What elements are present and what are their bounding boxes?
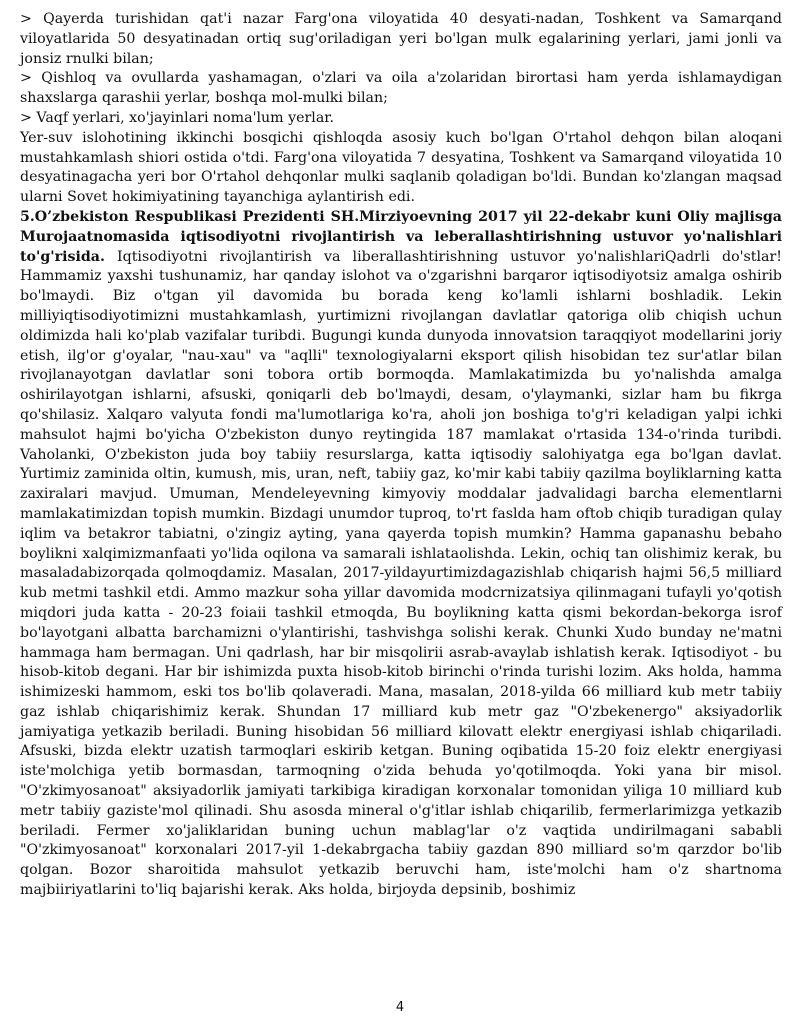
section-paragraph	[20, 208, 782, 901]
bullet-item-3: > Vaqf yerlari, xo'jayinlari noma'lum yerlar.	[20, 109, 335, 126]
page-number: 4	[395, 1000, 405, 1015]
section-heading: 5.O’zbekiston Respublikasi Prezidenti SH.Mirziyoevning 2017 yil 22-dekabr kuni Oliy majlisga Murojaatnomasida iqtisodiyotni rivojlantirish va leberallashtirishning ustuvor yo'nalishlari to'g'risida.	[20, 208, 782, 265]
section-body: Iqtisodiyotni rivojlantirish va liberallashtirishning ustuvor yo'nalishlariQadrli do'stlar! Hammamiz yaxshi tushunamiz, har qanday islohot va o'zgarishni barqaror iqtisodiyotsiz amalga oshirib bo'lmaydi. Biz o'tgan yil davomida bu borada keng ko'lamli ishlarni boshladik. Lekin milliyiqtisodiyotimizni mustahkamlash, yurtimizni rivojlangan davlatlar qatoriga olib chiqish uchun oldimizda hali ko'plab vazifalar turibdi. Bugungi kunda dunyoda innovatsion taraqqiyot modellarini joriy etish, ilg'or g'oyalar, "nau-xau" va "aqlli" texnologiyalarni eksport qilish hisobidan tez sur'atlar bilan rivojlanayotgan davlatlar soni tobora ortib bormoqda. Mamlakatimizda bu yo'nalishda amalga oshirilayotgan ishlarni, afsuski, qoniqarli deb bo'lmaydi, desam, o'ylaymanki, sizlar ham bu fikrga qo'shilasiz. Xalqaro valyuta fondi ma'lumotlariga ko'ra, aholi jon boshiga to'g'ri keladigan yalpi ichki mahsulot hajmi bo'yicha O'zbekiston dunyo reytingida 187 mamlakat o'rtasida 134-o'rinda turibdi. Vaholanki, O'zbekiston juda boy tabiiy resurslarga, katta iqtisodiy salohiyatga ega bo'lgan davlat. Yurtimiz zaminida oltin, kumush, mis, uran, neft, tabiiy gaz, ko'mir kabi tabiiy qazilma boyliklarning katta zaxiralari mavjud. Umuman, Mendeleyevning kimyoviy moddalar jadvalidagi barcha elementlarni mamlakatimizdan topish mumkin. Bizdagi unumdor tuproq, to'rt faslda ham oftob chiqib turadigan qulay iqlim va betakror tabiatni, o'zingiz ayting, yana qayerda topish mumkin? Hamma gapanashu bebaho boylikni xalqimizmanfaati yo'lida oqilona va samarali ishlataolishda. Lekin, ochiq tan olishimiz kerak, bu masaladabizorqada qolmoqdamiz. Masalan, 2017-yildayurtimizdagazishlab chiqarish hajmi 56,5 milliard kub metmi tashkil etdi. Ammo mazkur soha yillar davomida modcrnizatsiya qilinmagani tufayli yo'qotish miqdori juda katta - 20-23 foiaii tashkil etmoqda, Bu boylikning katta qismi bekordan-bekorga isrof bo'layotgani albatta barchamizni o'ylantirishi, tashvishga solishi kerak. Chunki Xudo bunday ne'matni hammaga ham bermagan. Uni qadrlash, har bir misqolirii asrab-avaylab ishlatish kerak. Iqtisodiyot - bu hisob-kitob degani. Har bir ishimizda puxta hisob-kitob birinchi o'rinda turishi lozim. Aks holda, hamma ishimizeski hammom, eski tos bo'lib qolaveradi. Mana, masalan, 2018-yilda 66 milliard kub metr tabiiy gaz ishlab chiqarishimiz kerak. Shundan 17 milliard kub metr gaz "O'zbekenergo" aksiyadorlik jamiyatiga yetkazib beriladi. Buning hisobidan 56 milliard kilovatt elektr energiyasi ishlab chiqariladi. Afsuski, bizda elektr uzatish tarmoqlari eskirib ketgan. Buning oqibatida 15-20 foiz elektr energiyasi iste'molchiga yetib bormasdan, tarmoqning o'zida behuda yo'qotilmoqda. Yoki yana bir misol. "O'zkimyosanoat" aksiyadorlik jamiyati tarkibiga kiradigan korxonalar tomonidan yiliga 10 milliard kub metr tabiiy gaziste'mol qilinadi. Shu asosda mineral o'g'itlar ishlab chiqarilib, fermerlarimizga yetkazib beriladi. Fermer xo'jaliklaridan buning uchun mablag'lar o'z vaqtida undirilmagani sababli "O'zkimyosanoat" korxonalari 2017-yil 1-dekabrgacha tabiiy gazdan 890 milliard so'm qarzdor bo'lib qolgan. Bozor sharoitida mahsulot yetkazib beruvchi ham, iste'molchi ham o'z shartnoma majbiiriyatlarini to'liq bajarishi kerak. Aks holda, birjoyda depsinib, boshimiz	[20, 248, 782, 899]
bullet-item-2: > Qishloq va ovullarda yashamagan, o'zlari va oila a'zolaridan birortasi ham yerda ishlamaydigan shaxslarga qarashii yerlar, boshqa mol-mulki bilan;	[20, 70, 782, 107]
bullet-item-1: > Qayerda turishidan qat'i nazar Farg'ona viloyatida 40 desyati-nadan, Toshkent va Samarqand viloyatlarida 50 desyatinadan ortiq sug'oriladigan yeri bo'lgan mulk egalarining yerlari, jami jonli va jonsiz rnulki bilan;	[20, 11, 782, 67]
body-paragraph: Yer-suv islohotining ikkinchi bosqichi qishloqda asosiy kuch bo'lgan O'rtahol dehqon bilan aloqani mustahkamlash shiori ostida o'tdi. Farg'ona viloyatida 7 desyatina, Toshkent va Samarqand viloyatida 10 desyatinagacha yeri bor O'rtahol dehqonlar mulki saqlanib qoladigan bo'ldi. Bundan ko'zlangan maqsad ularni Sovet hokimiyatining tayanchiga aylantirish edi.	[20, 129, 782, 206]
document-page	[20, 10, 782, 901]
